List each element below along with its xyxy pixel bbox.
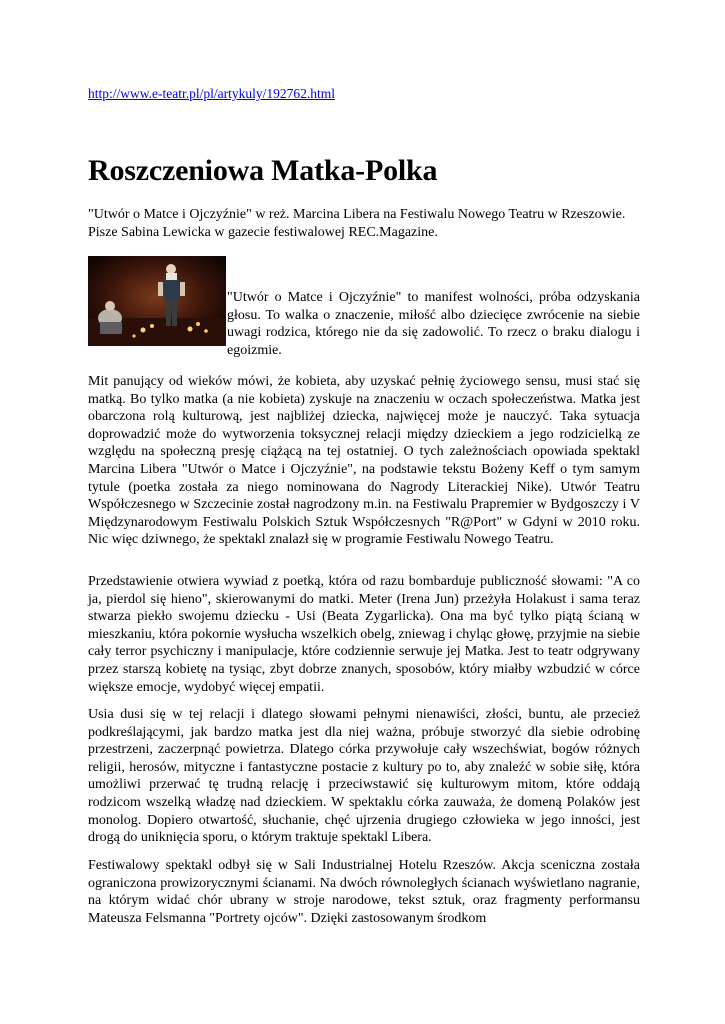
article-paragraph: Festiwalowy spektakl odbył się w Sali Industrialnej Hotelu Rzeszów. Akcja sceniczna została ograniczona prowizorycznymi ścianami. Na dwóch równoległych ścianach wyświetlano nagranie, na którym widać chór ubrany w stroje narodowe, tekst sztuk, oraz fragmenty performansu Mateusza Felsmanna "Portrety ojców". Dzięki zastosowanym środkom xyxy=(88,858,640,926)
source-link[interactable]: http://www.e-teatr.pl/pl/artykuly/192762.html xyxy=(88,86,335,101)
photo-caption: "Utwór o Matce i Ojczyźnie" to manifest wolności, próba odzyskania głosu. To walka o znaczenie, miłość albo dziecięce zwrócenie na siebie uwagi rodzica, którego nie da się zadowolić. To rzecz o braku dialogu i egoizmie. xyxy=(227,290,640,358)
article-lead: "Utwór o Matce i Ojczyźnie" w reż. Marcina Libera na Festiwalu Nowego Teatru w Rzeszowie. Pisze Sabina Lewicka w gazecie festiwalowej REC.Magazine. xyxy=(88,207,626,240)
article-title: Roszczeniowa Matka-Polka xyxy=(88,154,438,187)
theatre-photo-icon xyxy=(88,256,226,346)
article-paragraph: Mit panujący od wieków mówi, że kobieta, aby uzyskać pełnię życiowego sensu, musi stać się matką. Bo tylko matka (a nie kobieta) zyskuje na znaczeniu w oczach społeczeństwa. Matka jest obarczona rolą kulturową, jest najbliżej dziecka, najwięcej może je nauczyć. Taka sytuacja doprowadzić może do wytworzenia toksycznej relacji między dzieckiem a jego rodzicielką ze względu na społeczną presję ciążącą na tej ostatniej. O tych zależnościach opowiada spektakl Marcina Libera "Utwór o Matce i Ojczyźnie", na podstawie tekstu Bożeny Keff o tym samym tytule (poetka została za niego nominowana do Nagrody Literackiej Nike). Utwór Teatru Współczesnego w Szczecinie został nagrodzony m.in. na Festiwalu Prapremier w Bydgoszczy i V Międzynarodowym Festiwalu Polskich Sztuk Współczesnych "R@Port" w Gdyni w 2010 roku. Nic więc dziwnego, że spektakl znalazł się w programie Festiwalu Nowego Teatru. xyxy=(88,374,640,548)
theatre-photo xyxy=(88,256,226,346)
article-paragraph: Usia dusi się w tej relacji i dlatego słowami pełnymi nienawiści, złości, buntu, ale przecież podkreślającymi, jak bardzo matka jest dla niej ważna, próbuje stworzyć dla siebie odrobinę przestrzeni, zaczerpnąć powietrza. Dlatego córka przywołuje cały wszechświat, bogów różnych religii, herosów, mityczne i fantastyczne postacie z kultury po to, aby znaleźć w sobie siłę, która umożliwi przerwać tę trudną relację i przeciwstawić się kulturowym mitom, które oddają rodzicom wszelką władzę nad dzieckiem. W spektaklu córka zauważa, że domeną Polaków jest monolog. Dopiero otwartość, słuchanie, chęć ujrzenia drugiego człowieka w jego inności, jest drogą do uniknięcia sporu, o którym traktuje spektakl Libera. xyxy=(88,707,640,846)
article-paragraph: Przedstawienie otwiera wywiad z poetką, która od razu bombarduje publiczność słowami: "A co ja, pierdol się hieno", skierowanymi do matki. Meter (Irena Jun) przeżyła Holakust i sama teraz stwarza piekło swojemu dziecku - Usi (Beata Zygarlicka). Ona ma być tylko piątą ścianą w mieszkaniu, która pokornie wysłucha wszelkich obelg, zniewag i chyląc głowę, przyjmie na siebie cały terror psychiczny i manipulacje, które codziennie serwuje jej Matka. Jest to teatr odgrywany przez starszą kobietę na tysiąc, zbyt dobrze znanych, sposobów, który miałby wzbudzić w córce większe emocje, wydobyć więcej empatii. xyxy=(88,574,640,695)
